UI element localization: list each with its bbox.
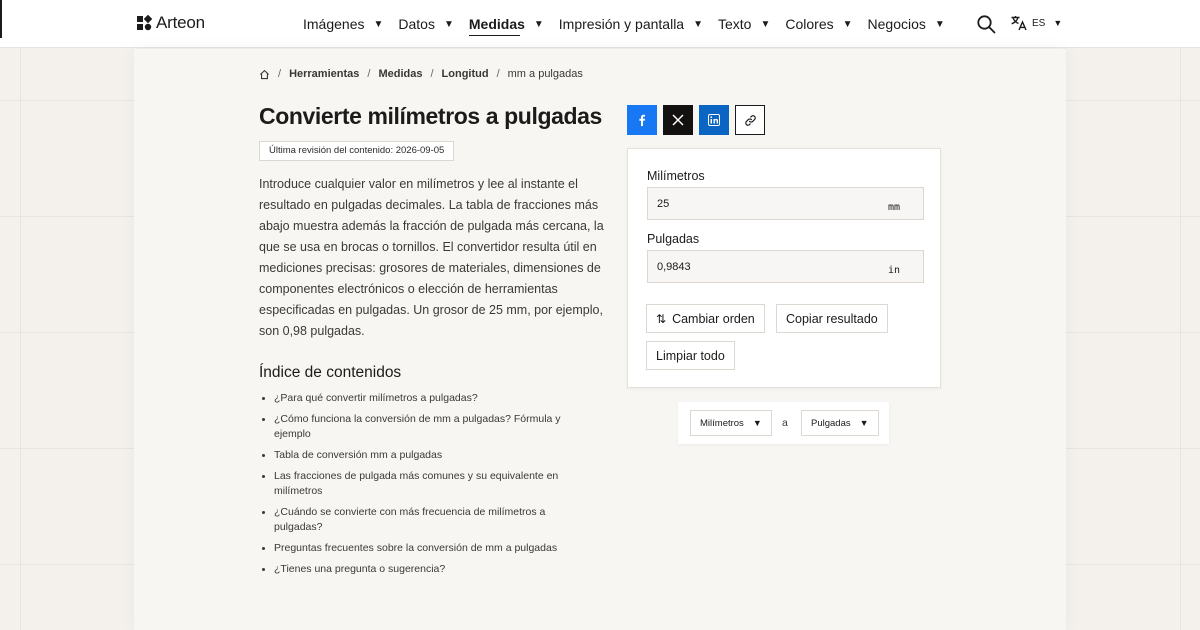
share-x-button[interactable] [663,105,693,135]
chevron-down-icon: ▼ [693,18,703,30]
to-unit-value: Pulgadas [811,417,851,429]
nav-item-impresion[interactable] [559,0,703,48]
to-unit-select[interactable] [801,410,879,436]
nav-item-texto[interactable] [718,0,770,48]
share-linkedin-button[interactable] [699,105,729,135]
nav-item-imagenes[interactable] [303,0,383,48]
chevron-down-icon: ▼ [859,418,869,428]
left-edge-marker [0,0,2,38]
breadcrumb-current: mm a pulgadas [507,68,583,80]
table-of-contents [259,391,589,583]
share-facebook-button[interactable] [627,105,657,135]
converter-card [627,148,941,388]
nav-label: Medidas [468,16,525,32]
nav-item-medidas[interactable] [469,0,544,48]
chevron-down-icon: ▼ [760,18,771,30]
chevron-down-icon: ▼ [842,18,853,30]
top-navigation-bar [0,0,1200,48]
from-unit-value: Milímetros [700,417,744,429]
search-icon[interactable] [976,14,996,34]
chevron-down-icon: ▼ [934,18,945,30]
main-nav [303,0,960,48]
breadcrumb-link[interactable]: Longitud [441,68,489,80]
translate-icon [1010,14,1028,32]
clear-all-button[interactable] [646,341,735,370]
language-selector[interactable] [1010,14,1062,32]
chevron-down-icon: ▼ [373,18,384,30]
logo[interactable] [136,13,205,33]
copy-link-button[interactable] [735,105,765,135]
page-title: Convierte milímetros a pulgadas [259,103,602,129]
chevron-down-icon: ▼ [443,18,454,30]
nav-label: Texto [718,16,752,32]
linkedin-icon [708,114,720,126]
copy-result-button[interactable] [776,304,888,333]
nav-label: Colores [785,16,834,32]
x-icon [672,114,684,126]
toc-item[interactable]: ¿Para qué convertir milímetros a pulgadas? [259,391,589,406]
toc-item[interactable]: ¿Tienes una pregunta o sugerencia? [259,562,589,577]
chevron-down-icon: ▼ [752,418,762,428]
inches-value: 0,9843 [657,261,691,273]
nav-item-colores[interactable] [785,0,852,48]
toc-item[interactable]: Preguntas frecuentes sobre la conversión de mm a pulgadas [259,541,589,556]
nav-item-datos[interactable] [398,0,453,48]
breadcrumb [259,68,583,80]
inches-unit: in [887,265,900,276]
link-icon [744,114,757,127]
nav-item-negocios[interactable] [868,0,945,48]
chevron-down-icon: ▼ [1053,18,1063,28]
swap-order-label: Cambiar orden [672,311,755,326]
revision-badge: Última revisión del contenido: 2026-09-05 [259,141,454,161]
toc-item[interactable]: Las fracciones de pulgada más comunes y su equivalente en milímetros [259,469,589,499]
toc-item[interactable]: ¿Cómo funciona la conversión de mm a pulgadas? Fórmula y ejemplo [259,412,589,442]
millimeters-input[interactable] [647,187,924,220]
facebook-icon [636,114,648,126]
language-code: ES [1032,17,1046,29]
from-unit-select[interactable] [690,410,772,436]
clear-all-label: Limpiar todo [656,348,725,363]
from-field-label: Milímetros [647,169,705,183]
intro-paragraph: Introduce cualquier valor en milímetros y lee al instante el resultado en pulgadas decimales. La tabla de fracciones más abajo muestra además la fracción de pulgada más cercana, la que se usa en brocas o tornillos. El convertidor resulta útil en mediciones precisas: grosores de materiales, dimensiones de componentes electrónicos o elección de herramientas especificadas en pulgadas. Un grosor de 25 mm, por ejemplo, son 0,98 pulgadas. [259,177,604,338]
unit-connector: a [782,417,788,429]
nav-label: Impresión y pantalla [558,16,685,32]
swap-order-button[interactable] [646,304,765,333]
logo-icon [136,15,152,31]
chevron-down-icon: ▼ [533,18,544,30]
breadcrumb-separator: / [278,68,282,80]
nav-label: Negocios [867,16,926,32]
nav-label: Imágenes [303,16,365,32]
unit-selector-bar [678,402,889,444]
breadcrumb-separator: / [367,68,371,80]
breadcrumb-separator: / [430,68,434,80]
home-icon[interactable] [259,69,270,80]
nav-label: Datos [398,16,435,32]
logo-text: Arteon [156,13,205,32]
breadcrumb-link[interactable]: Herramientas [289,68,360,80]
toc-item[interactable]: ¿Cuándo se convierte con más frecuencia de milímetros a pulgadas? [259,505,589,535]
breadcrumb-separator: / [496,68,500,80]
millimeters-value: 25 [657,198,670,210]
share-buttons [627,105,765,135]
copy-result-label: Copiar resultado [786,311,878,326]
millimeters-unit: mm [887,202,900,213]
breadcrumb-link[interactable]: Medidas [378,68,423,80]
swap-arrows-icon: ⇅ [656,311,667,326]
to-field-label: Pulgadas [647,232,700,246]
toc-item[interactable]: Tabla de conversión mm a pulgadas [259,448,589,463]
toc-title: Índice de contenidos [259,364,402,381]
inches-input[interactable] [647,250,924,283]
